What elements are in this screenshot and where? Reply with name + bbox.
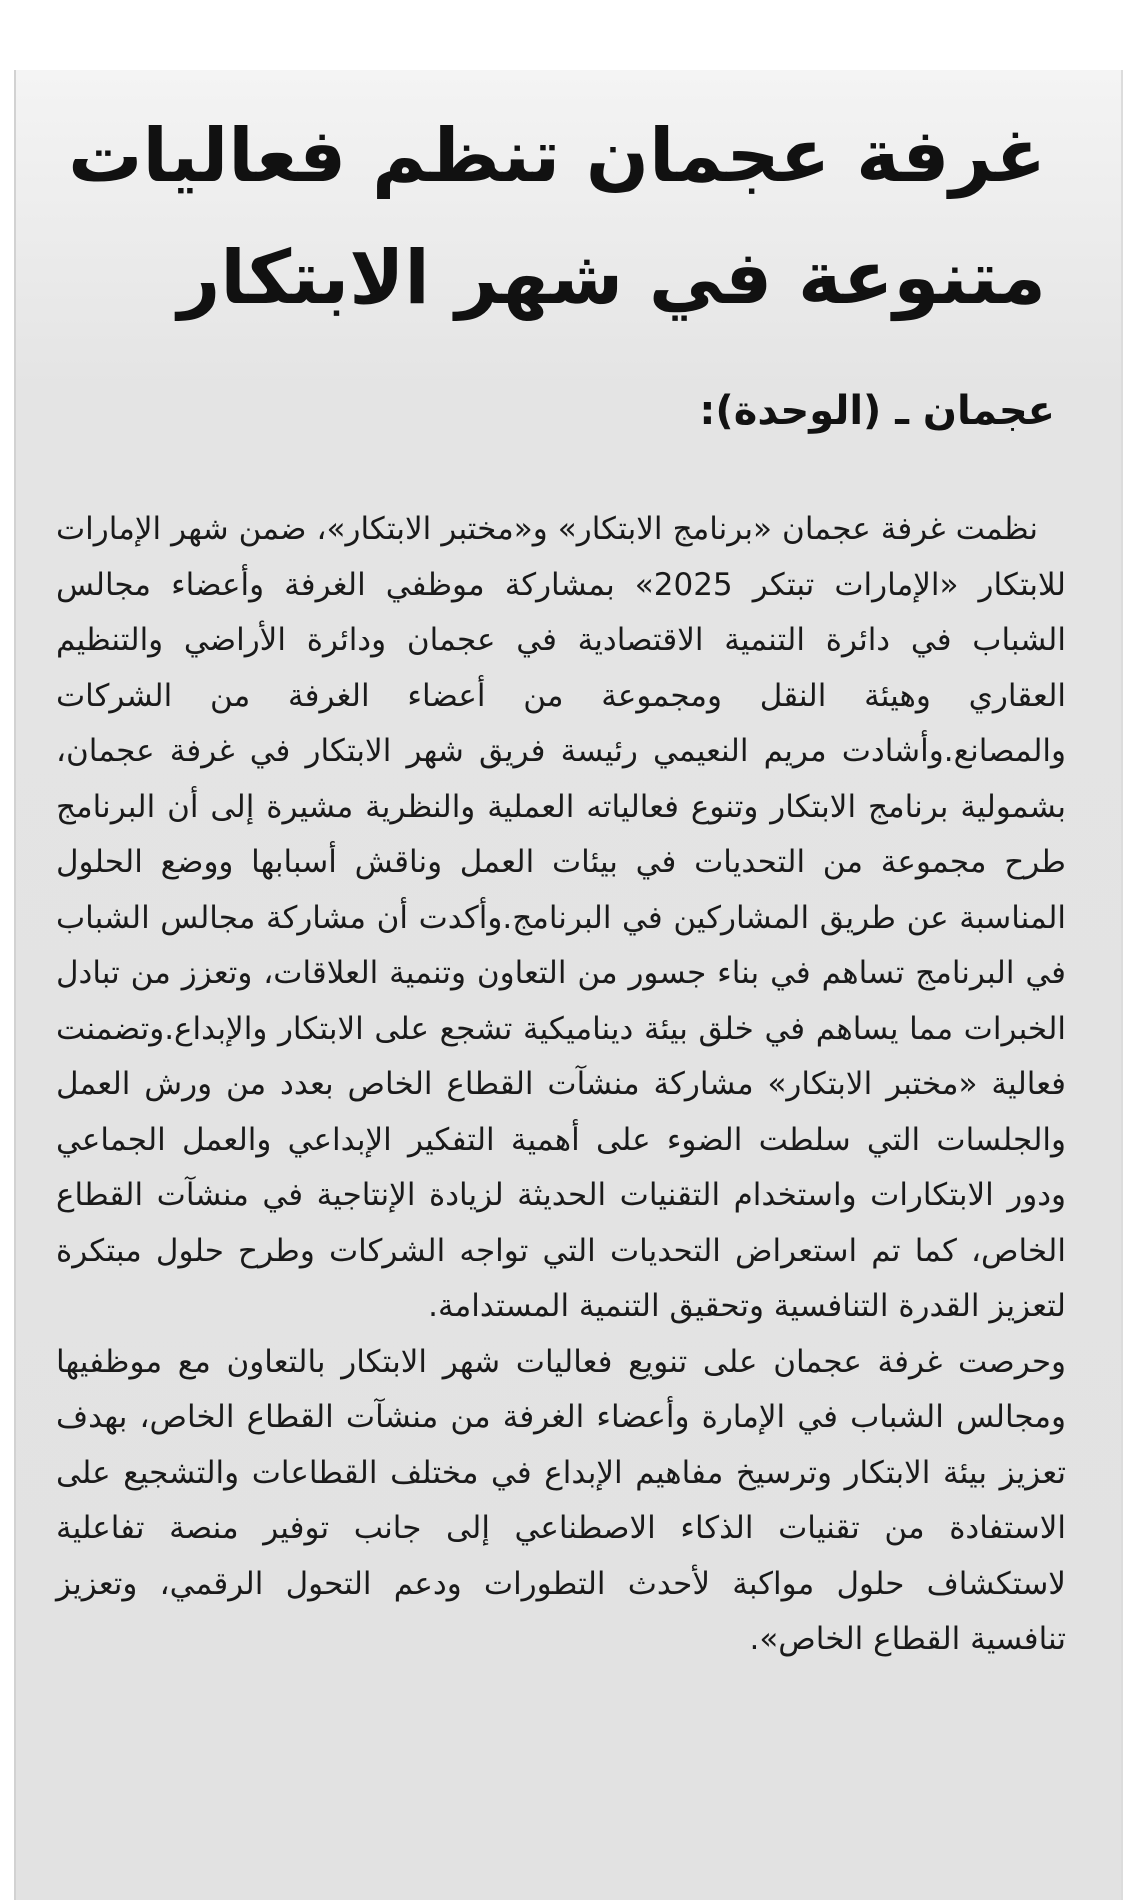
- article-body: [56, 502, 1066, 1668]
- article-paragraph-1: نظمت غرفة عجمان «برنامج الابتكار» و«مختبر الابتكار»، ضمن شهر الإمارات للابتكار «الإمارات تبتكر 2025» بمشاركة موظفي الغرفة وأعضاء مجالس الشباب في دائرة التنمية الاقتصادية في عجمان ودائرة الأراضي والتنظيم العقاري وهيئة النقل ومجموعة من أعضاء الغرفة من الشركات والمصانع.وأشادت مريم النعيمي رئيسة فريق شهر الابتكار في غرفة عجمان، بشمولية برنامج الابتكار وتنوع فعالياته العملية والنظرية مشيرة إلى أن البرنامج طرح مجموعة من التحديات في بيئات العمل وناقش أسبابها ووضع الحلول المناسبة عن طريق المشاركين في البرنامج.وأكدت أن مشاركة مجالس الشباب في البرنامج تساهم في بناء جسور من التعاون وتنمية العلاقات، وتعزز من تبادل الخبرات مما يساهم في خلق بيئة ديناميكية تشجع على الابتكار والإبداع.وتضمنت فعالية «مختبر الابتكار» مشاركة منشآت القطاع الخاص بعدد من ورش العمل والجلسات التي سلطت الضوء على أهمية التفكير الإبداعي والعمل الجماعي ودور الابتكارات واستخدام التقنيات الحديثة لزيادة الإنتاجية في منشآت القطاع الخاص، كما تم استعراض التحديات التي تواجه الشركات وطرح حلول مبتكرة لتعزيز القدرة التنافسية وتحقيق التنمية المستدامة.: [56, 511, 1066, 1324]
- article-headline: غرفة عجمان تنظم فعاليات متنوعة في شهر الابتكار: [68, 113, 1046, 321]
- article-byline: عجمان ـ (الوحدة):: [699, 388, 1055, 434]
- newspaper-clipping: [14, 70, 1123, 1900]
- article-paragraph-2: وحرصت غرفة عجمان على تنويع فعاليات شهر الابتكار بالتعاون مع موظفيها ومجالس الشباب في الإمارة وأعضاء الغرفة من منشآت القطاع الخاص، بهدف تعزيز بيئة الابتكار وترسيخ مفاهيم الإبداع في مختلف القطاعات والتشجيع على الاستفادة من تقنيات الذكاء الاصطناعي إلى جانب توفير منصة تفاعلية لاستكشاف حلول مواكبة لأحدث التطورات ودعم التحول الرقمي، وتعزيز تنافسية القطاع الخاص».: [56, 1343, 1066, 1657]
